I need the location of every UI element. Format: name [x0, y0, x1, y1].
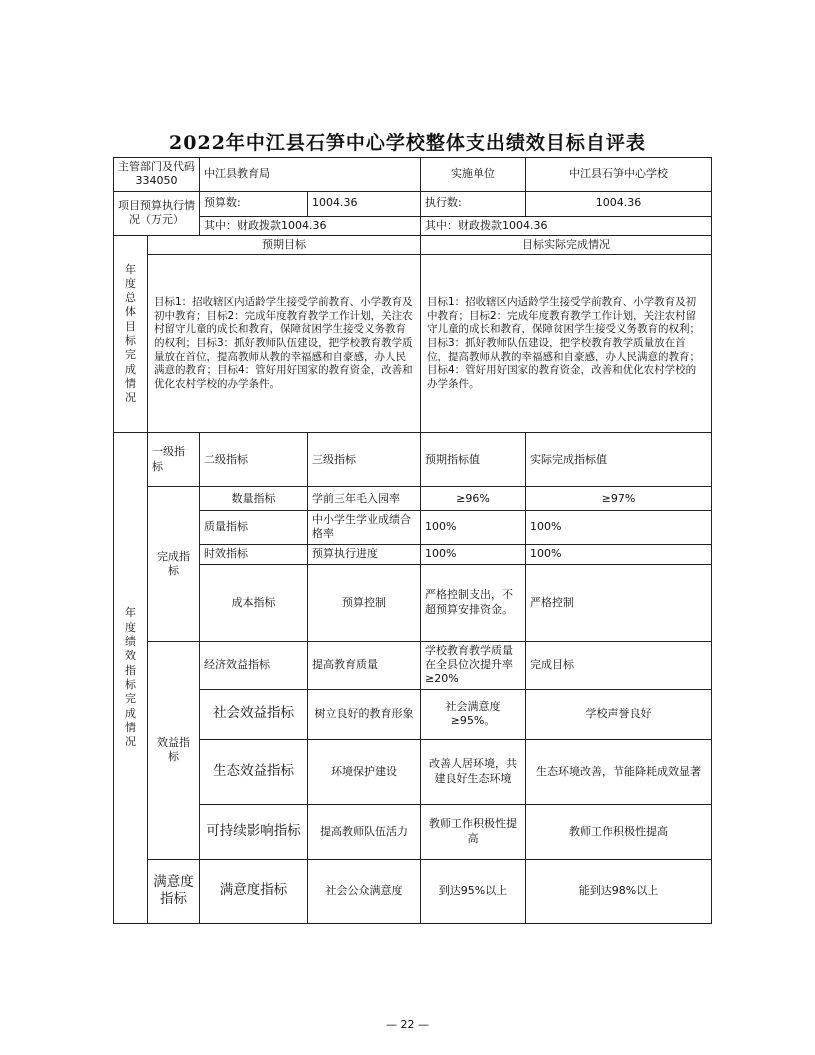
- page-number: — 22 —: [386, 1018, 429, 1031]
- level2-cell: 成本指标: [200, 564, 308, 641]
- table-row: [114, 511, 712, 545]
- fiscal-row: [114, 216, 712, 235]
- impl-value: 中江县石笋中心学校: [526, 158, 712, 192]
- actual-goal-text: 目标1：招收辖区内适龄学生接受学前教育、小学教育及初中教育；目标2：完成年度教育教学工作计划，关注农村留守儿童的成长和教育，保障贫困学生接受义务教育的权利；目标3：抓好教师队伍建设，把学校教育教学质量放在首位，提高教师从教的幸福感和自豪感，办人民满意的教育；目标4：管好用好国家的教育资金，改善和优化农村学校的办学条件。: [421, 255, 712, 433]
- goal-text-row: [114, 255, 712, 433]
- level2-cell: 生态效益指标: [200, 739, 308, 804]
- header-actual: 实际完成指标值: [526, 433, 712, 487]
- actual-cell: 完成目标: [526, 641, 712, 689]
- actual-cell: 100%: [526, 544, 712, 564]
- completion-label: 完成指标: [148, 487, 200, 642]
- level3-cell: 中小学生学业成绩合格率: [308, 511, 421, 545]
- table-row: [114, 739, 712, 804]
- benefit-label: 效益指标: [148, 641, 200, 859]
- level3-cell: 提高教师队伍活力: [308, 804, 421, 859]
- level2-cell: 数量指标: [200, 487, 308, 511]
- level3-cell: 预算控制: [308, 564, 421, 641]
- expected-cell: 到达95%以上: [421, 859, 526, 923]
- level2-cell: 可持续影响指标: [200, 804, 308, 859]
- table-row: [114, 859, 712, 923]
- fiscal-exec: 其中：财政拨款1004.36: [421, 216, 712, 235]
- expected-cell: ≥96%: [421, 487, 526, 511]
- impl-label: 实施单位: [421, 158, 526, 192]
- expected-goal-text: 目标1：招收辖区内适龄学生接受学前教育、小学教育及初中教育；目标2：完成年度教育教学工作计划，关注农村留守儿童的成长和教育，保障贫困学生接受义务教育的权利；目标3：抓好教师队伍建设，把学校教育教学质量放在首位，提高教师从教的幸福感和自豪感，办人民满意的教育；目标4：管好用好国家的教育资金，改善和优化农村学校的办学条件。: [148, 255, 421, 433]
- level2-cell: 质量指标: [200, 511, 308, 545]
- indicator-header-row: [114, 433, 712, 487]
- expected-cell: 严格控制支出，不超预算安排资金。: [421, 564, 526, 641]
- table-row: [114, 641, 712, 689]
- exec-amount-label: 执行数:: [421, 191, 526, 216]
- level2-cell: 时效指标: [200, 544, 308, 564]
- expected-cell: 100%: [421, 511, 526, 545]
- level3-cell: 学前三年毛入园率: [308, 487, 421, 511]
- level2-cell: 满意度指标: [200, 859, 308, 923]
- dept-label: 主管部门及代码334050: [114, 158, 200, 192]
- expected-cell: 社会满意度≥95%。: [421, 689, 526, 739]
- level3-cell: 预算执行进度: [308, 544, 421, 564]
- indicators-section-label: 年度绩效指标完成情况: [114, 433, 148, 923]
- level2-cell: 社会效益指标: [200, 689, 308, 739]
- exec-amount-value: 1004.36: [526, 191, 712, 216]
- expected-cell: 教师工作积极性提高: [421, 804, 526, 859]
- budget-label: 项目预算执行情况（万元）: [114, 191, 200, 235]
- table-row: [114, 487, 712, 511]
- level3-cell: 社会公众满意度: [308, 859, 421, 923]
- fiscal-budget: 其中：财政拨款1004.36: [200, 216, 421, 235]
- budget-row: [114, 191, 712, 216]
- evaluation-table: [113, 157, 712, 924]
- level2-cell: 经济效益指标: [200, 641, 308, 689]
- actual-goal-header: 目标实际完成情况: [421, 235, 712, 254]
- annual-goal-label: 年度总体目标完成情况: [114, 235, 148, 432]
- expected-cell: 学校教育教学质量在全县位次提升率≥20%: [421, 641, 526, 689]
- actual-cell: 能到达98%以上: [526, 859, 712, 923]
- actual-cell: 教师工作积极性提高: [526, 804, 712, 859]
- budget-amount-label: 预算数:: [200, 191, 308, 216]
- table-row: [114, 544, 712, 564]
- actual-cell: 严格控制: [526, 564, 712, 641]
- dept-value: 中江县教育局: [200, 158, 421, 192]
- header-level1: 一级指标: [148, 433, 200, 487]
- goal-header-row: [114, 235, 712, 254]
- actual-cell: 100%: [526, 511, 712, 545]
- actual-cell: 生态环境改善，节能降耗成效显著: [526, 739, 712, 804]
- level3-cell: 树立良好的教育形象: [308, 689, 421, 739]
- expected-cell: 改善人居环境，共建良好生态环境: [421, 739, 526, 804]
- page-title: 2022年中江县石笋中心学校整体支出绩效目标自评表: [169, 132, 646, 154]
- satisfaction-label: 满意度指标: [148, 859, 200, 923]
- level3-cell: 提高教育质量: [308, 641, 421, 689]
- header-level2: 二级指标: [200, 433, 308, 487]
- header-level3: 三级指标: [308, 433, 421, 487]
- budget-amount-value: 1004.36: [308, 191, 421, 216]
- actual-cell: 学校声誉良好: [526, 689, 712, 739]
- header-expected: 预期指标值: [421, 433, 526, 487]
- level3-cell: 环境保护建设: [308, 739, 421, 804]
- table-row: [114, 689, 712, 739]
- dept-row: [114, 158, 712, 192]
- table-row: [114, 564, 712, 641]
- table-row: [114, 804, 712, 859]
- expected-cell: 100%: [421, 544, 526, 564]
- actual-cell: ≥97%: [526, 487, 712, 511]
- expected-goal-header: 预期目标: [148, 235, 421, 254]
